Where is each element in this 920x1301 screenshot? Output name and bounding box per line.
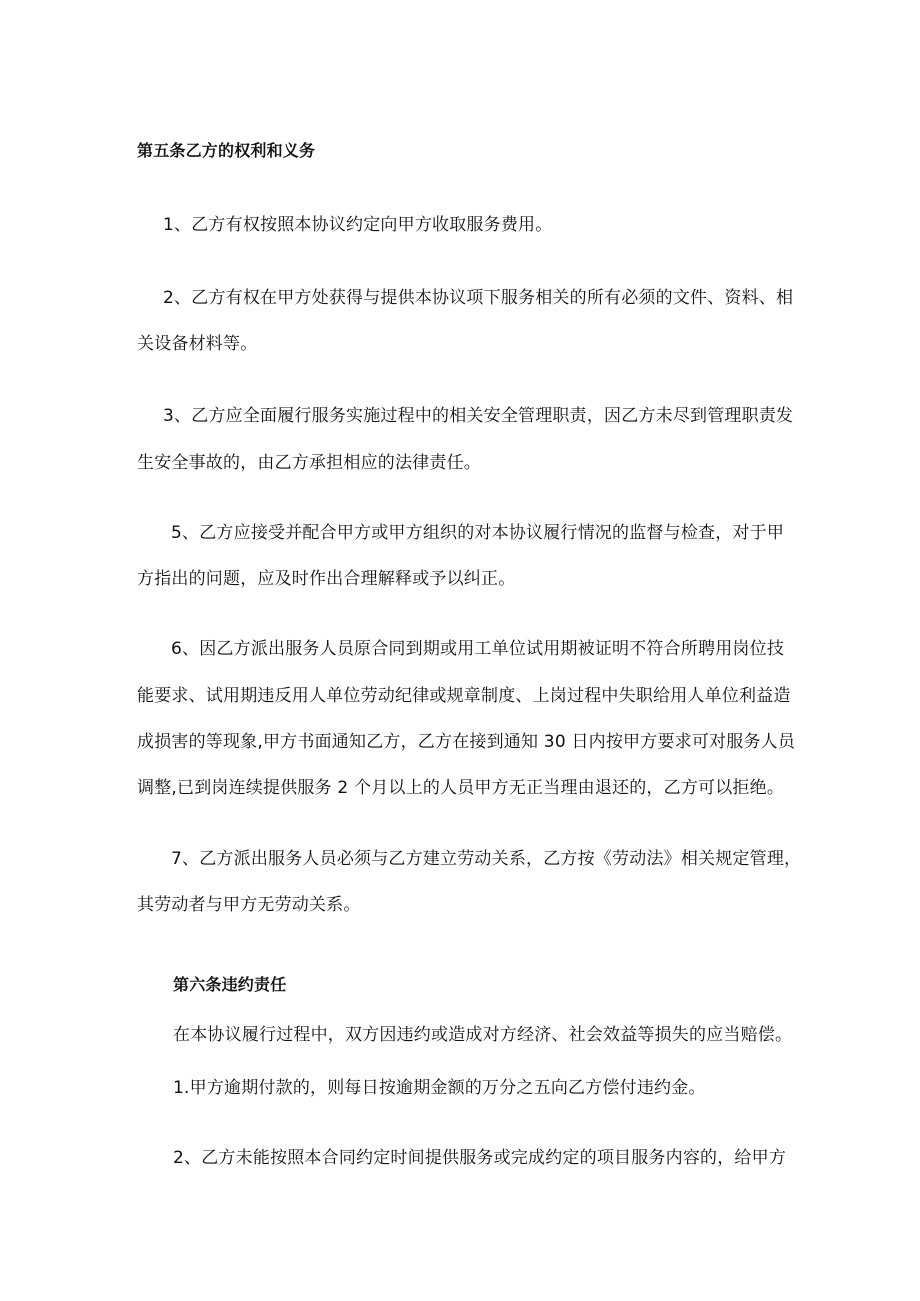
- article5-item3-line1: 3、乙方应全面履行服务实施过程中的相关安全管理职责，因乙方未尽到管理职责发: [163, 406, 794, 426]
- article5-title: 第五条乙方的权利和义务: [137, 141, 316, 160]
- article5-item6-line1: 6、因乙方派出服务人员原合同到期或用工单位试用期被证明不符合所聘用岗位技: [171, 639, 785, 659]
- article5-item2-line2: 关设备材料等。: [137, 334, 258, 354]
- article5-item7-line1: 7、乙方派出服务人员必须与乙方建立劳动关系，乙方按《劳动法》相关规定管理，: [171, 849, 802, 869]
- article5-item2-line1: 2、乙方有权在甲方处获得与提供本协议项下服务相关的所有必须的文件、资料、相: [163, 288, 794, 308]
- article5-item5-line2: 方指出的问题，应及时作出合理解释或予以纠正。: [137, 569, 516, 589]
- article5-item7-line2: 其劳动者与甲方无劳动关系。: [137, 895, 361, 915]
- article5-item6-line4: 调整,已到岗连续提供服务 2 个月以上的人员甲方无正当理由退还的，乙方可以拒绝。: [137, 778, 785, 798]
- article5-item6-line2: 能要求、试用期违反用人单位劳动纪律或规章制度、上岗过程中失职给用人单位利益造: [137, 686, 791, 706]
- article5-item5-line1: 5、乙方应接受并配合甲方或甲方组织的对本协议履行情况的监督与检查，对于甲: [171, 523, 785, 543]
- article6-item1: 1.甲方逾期付款的，则每日按逾期金额的万分之五向乙方偿付违约金。: [173, 1078, 706, 1098]
- article6-intro: 在本协议履行过程中，双方因违约或造成对方经济、社会效益等损失的应当赔偿。: [173, 1025, 793, 1045]
- article6-title: 第六条违约责任: [173, 975, 287, 994]
- article6-item2-line1: 2、乙方未能按照本合同约定时间提供服务或完成约定的项目服务内容的，给甲方: [173, 1148, 787, 1168]
- article5-item6-line3: 成损害的等现象,甲方书面通知乙方，乙方在接到通知 30 日内按甲方要求可对服务人员: [137, 732, 796, 752]
- article5-item1: 1、乙方有权按照本协议约定向甲方收取服务费用。: [163, 215, 553, 235]
- article5-item3-line2: 生安全事故的，由乙方承担相应的法律责任。: [137, 453, 481, 473]
